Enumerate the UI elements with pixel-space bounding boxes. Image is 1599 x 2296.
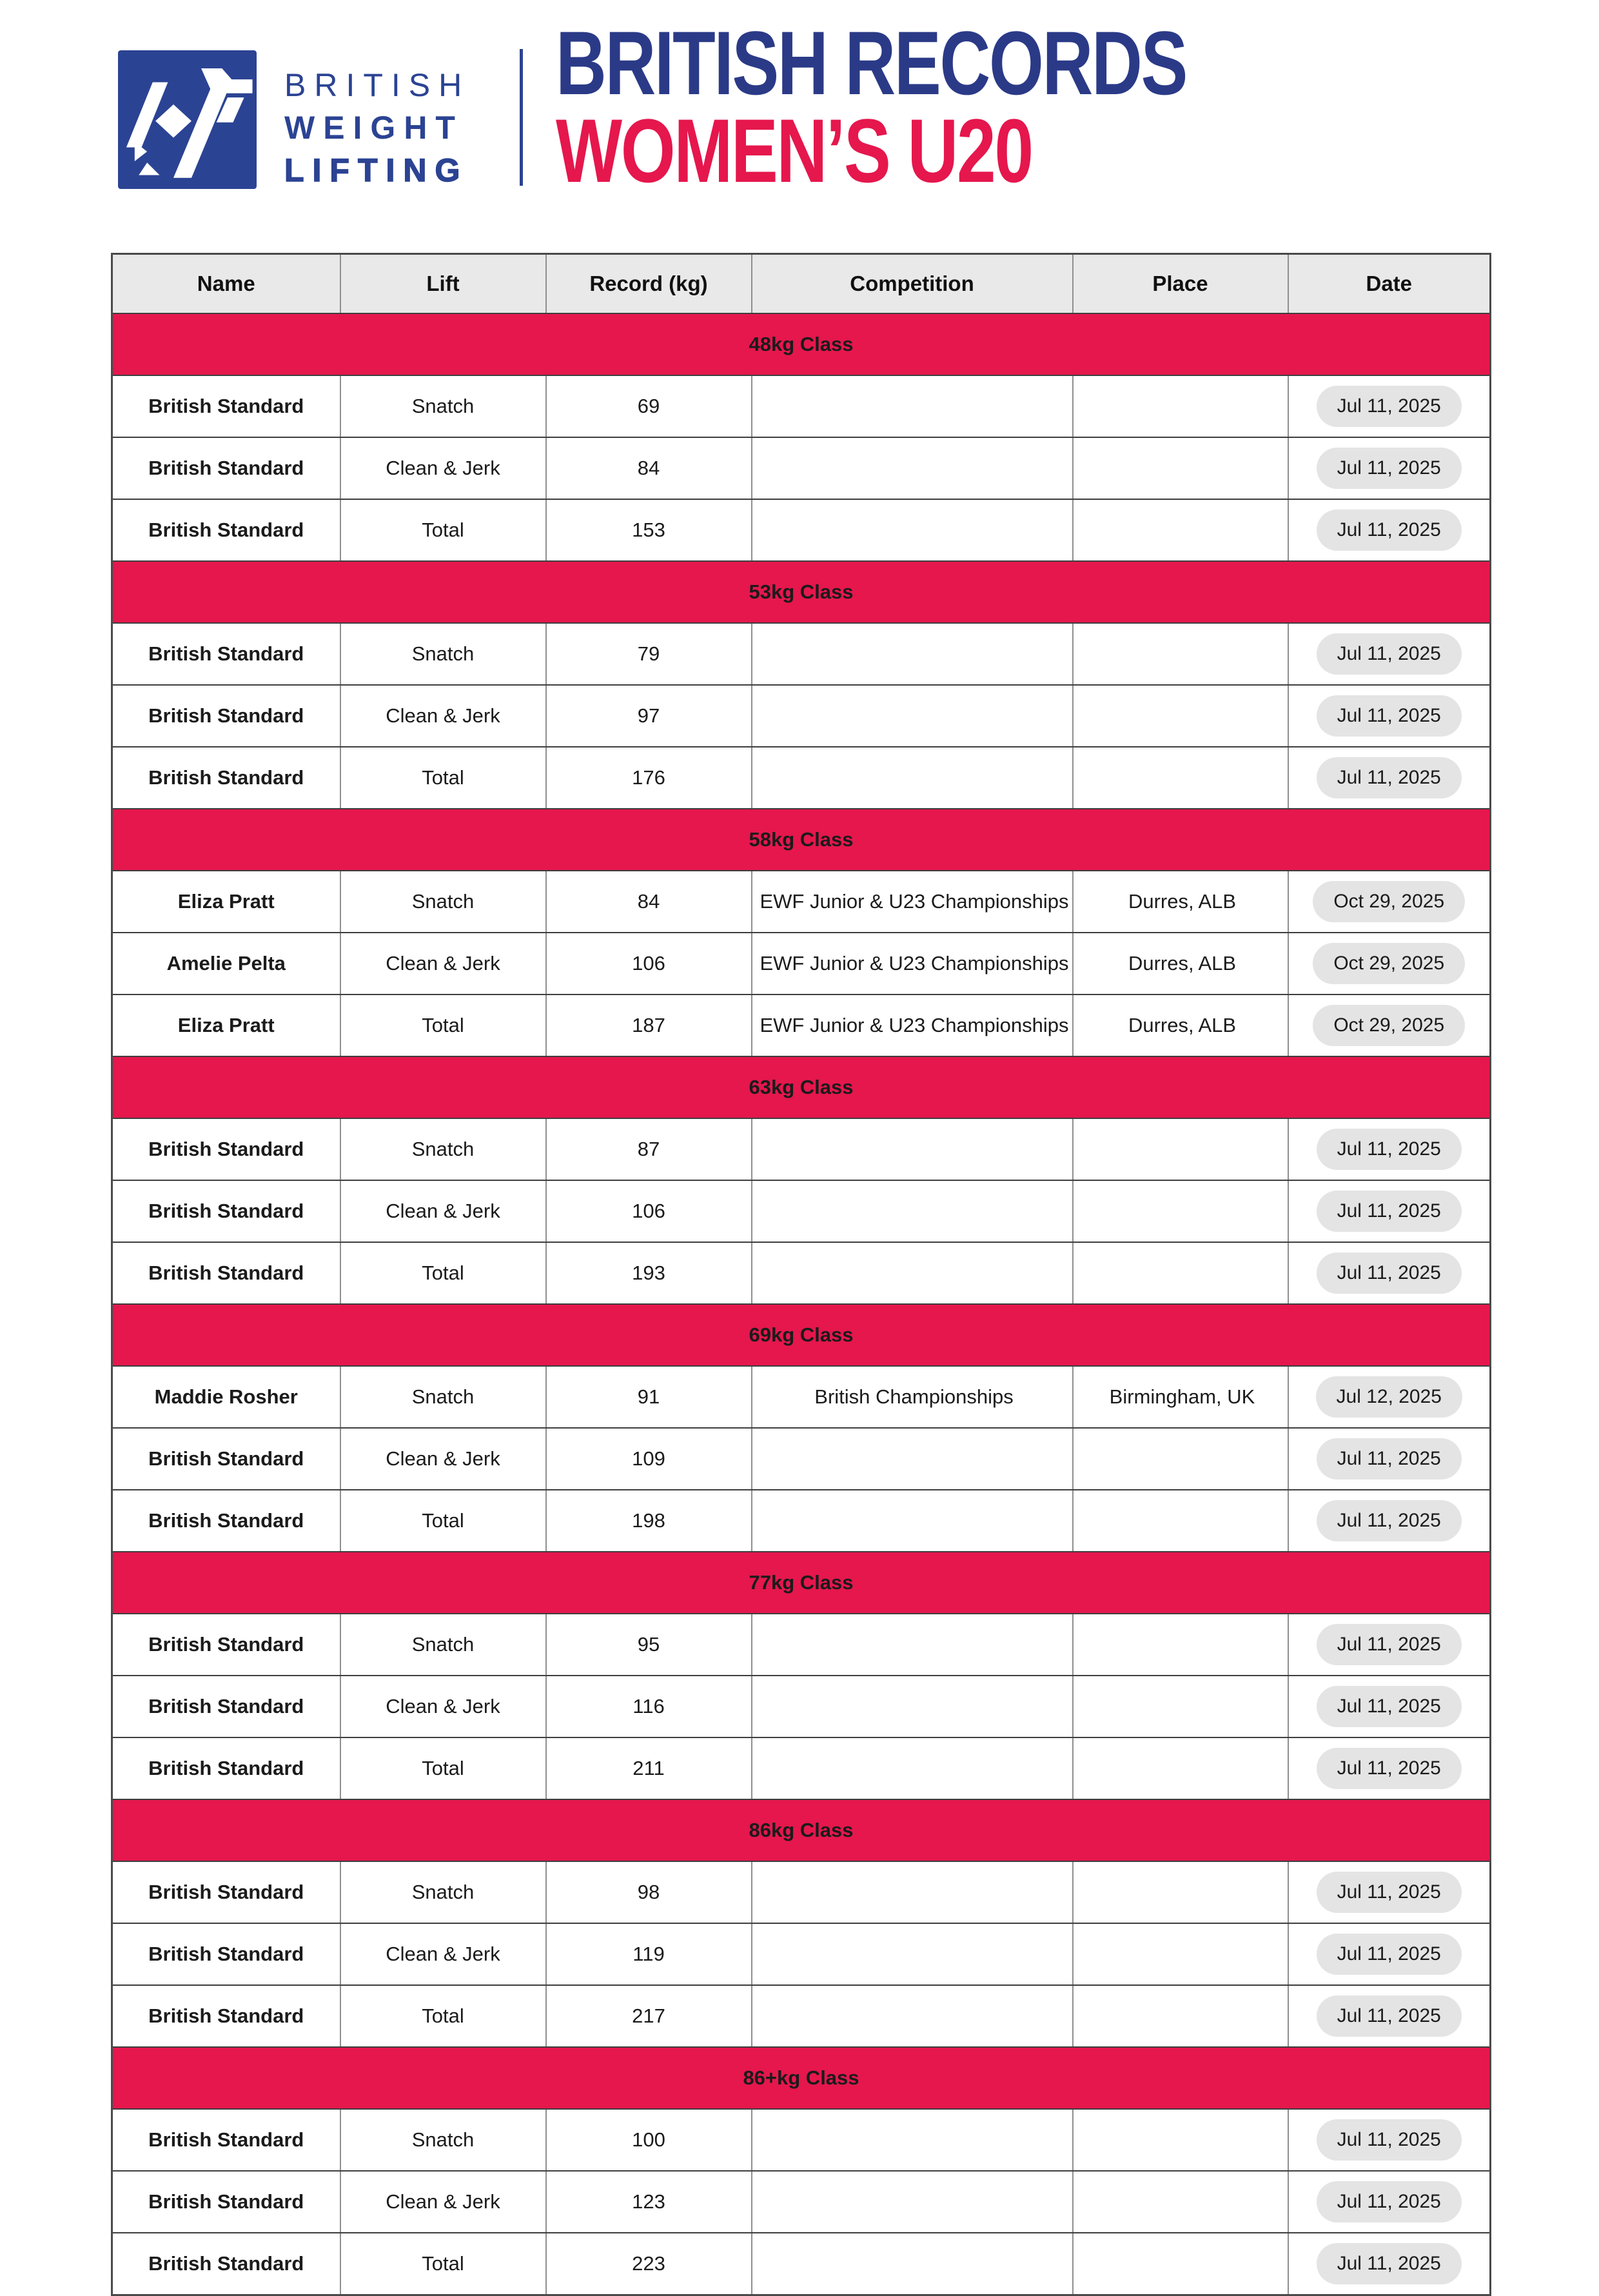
- table-row: [112, 1428, 1491, 1490]
- cell-record: 119: [546, 1923, 752, 1985]
- cell-place: [1073, 437, 1288, 499]
- cell-date: [1288, 1180, 1491, 1242]
- cell-place: [1073, 2109, 1288, 2171]
- cell-place: [1073, 2233, 1288, 2295]
- bwl-wordmark: [284, 64, 470, 192]
- wordmark-line-lifting: LIFTING: [284, 152, 469, 188]
- cell-date: [1288, 933, 1491, 995]
- cell-record: 79: [546, 623, 752, 685]
- cell-place: [1073, 1118, 1288, 1180]
- cell-competition: [752, 1614, 1073, 1676]
- cell-place: [1073, 623, 1288, 685]
- class-banner-row: [112, 313, 1491, 375]
- cell-lift: Total: [340, 995, 546, 1056]
- class-banner-row: [112, 809, 1491, 871]
- cell-name: British Standard: [112, 1676, 340, 1737]
- date-pill: Oct 29, 2025: [1313, 881, 1465, 922]
- cell-record: 109: [546, 1428, 752, 1490]
- cell-record: 187: [546, 995, 752, 1056]
- date-pill: Jul 11, 2025: [1317, 386, 1462, 427]
- cell-place: [1073, 1428, 1288, 1490]
- class-banner: 58kg Class: [112, 809, 1491, 871]
- date-pill: Oct 29, 2025: [1313, 943, 1465, 984]
- table-row: [112, 375, 1491, 437]
- cell-place: [1073, 2171, 1288, 2233]
- date-pill: Jul 11, 2025: [1317, 1191, 1462, 1232]
- column-header-record: Record (kg): [546, 254, 752, 314]
- date-pill: Jul 11, 2025: [1317, 1438, 1462, 1480]
- cell-place: Durres, ALB: [1073, 871, 1288, 933]
- cell-lift: Snatch: [340, 623, 546, 685]
- cell-competition: [752, 685, 1073, 747]
- cell-place: Durres, ALB: [1073, 933, 1288, 995]
- cell-name: British Standard: [112, 1180, 340, 1242]
- cell-date: [1288, 1490, 1491, 1552]
- cell-lift: Total: [340, 1242, 546, 1304]
- cell-place: [1073, 1923, 1288, 1985]
- cell-competition: [752, 2233, 1073, 2295]
- cell-lift: Clean & Jerk: [340, 1923, 546, 1985]
- date-pill: Jul 11, 2025: [1317, 510, 1462, 551]
- bwl-logo-icon: [118, 50, 257, 189]
- cell-lift: Clean & Jerk: [340, 2171, 546, 2233]
- page-title-line2: WOMEN’S U20: [556, 100, 1032, 201]
- cell-name: British Standard: [112, 1923, 340, 1985]
- table-row: [112, 1366, 1491, 1428]
- table-row: [112, 1923, 1491, 1985]
- date-pill: Jul 11, 2025: [1317, 1748, 1462, 1789]
- cell-lift: Snatch: [340, 375, 546, 437]
- class-banner: 86+kg Class: [112, 2047, 1491, 2109]
- cell-place: [1073, 747, 1288, 809]
- cell-date: [1288, 375, 1491, 437]
- cell-competition: EWF Junior & U23 Championships: [752, 871, 1073, 933]
- cell-name: British Standard: [112, 1737, 340, 1799]
- bwl-logo: [118, 50, 257, 189]
- date-pill: Jul 11, 2025: [1317, 1686, 1462, 1727]
- cell-date: [1288, 499, 1491, 561]
- cell-competition: [752, 1490, 1073, 1552]
- cell-competition: [752, 2109, 1073, 2171]
- table-row: [112, 1861, 1491, 1923]
- date-pill: Jul 11, 2025: [1317, 1500, 1462, 1541]
- date-pill: Jul 11, 2025: [1317, 1624, 1462, 1665]
- class-banner: 69kg Class: [112, 1304, 1491, 1366]
- table-row: [112, 871, 1491, 933]
- cell-name: British Standard: [112, 437, 340, 499]
- date-pill: Jul 12, 2025: [1316, 1376, 1462, 1418]
- cell-place: Durres, ALB: [1073, 995, 1288, 1056]
- cell-place: [1073, 1676, 1288, 1737]
- cell-lift: Clean & Jerk: [340, 1180, 546, 1242]
- cell-competition: [752, 1985, 1073, 2047]
- class-banner: 48kg Class: [112, 313, 1491, 375]
- date-pill: Jul 11, 2025: [1317, 1129, 1462, 1170]
- cell-date: [1288, 1242, 1491, 1304]
- cell-competition: [752, 1861, 1073, 1923]
- cell-name: British Standard: [112, 2233, 340, 2295]
- table-row: [112, 685, 1491, 747]
- cell-date: [1288, 1118, 1491, 1180]
- date-pill: Jul 11, 2025: [1317, 1872, 1462, 1913]
- cell-name: Maddie Rosher: [112, 1366, 340, 1428]
- table-row: [112, 747, 1491, 809]
- table-row: [112, 1737, 1491, 1799]
- class-banner: 63kg Class: [112, 1056, 1491, 1118]
- cell-lift: Clean & Jerk: [340, 933, 546, 995]
- class-banner-row: [112, 1304, 1491, 1366]
- cell-date: [1288, 1861, 1491, 1923]
- cell-lift: Total: [340, 1490, 546, 1552]
- cell-record: 97: [546, 685, 752, 747]
- cell-competition: [752, 623, 1073, 685]
- cell-record: 106: [546, 1180, 752, 1242]
- cell-lift: Total: [340, 499, 546, 561]
- cell-date: [1288, 1614, 1491, 1676]
- cell-competition: [752, 1180, 1073, 1242]
- table-row: [112, 1118, 1491, 1180]
- cell-competition: [752, 437, 1073, 499]
- date-pill: Jul 11, 2025: [1317, 448, 1462, 489]
- cell-competition: [752, 499, 1073, 561]
- cell-name: British Standard: [112, 623, 340, 685]
- page-title-line1: BRITISH RECORDS: [556, 12, 1187, 114]
- column-header-lift: Lift: [340, 254, 546, 314]
- cell-date: [1288, 1428, 1491, 1490]
- class-banner-row: [112, 561, 1491, 623]
- cell-competition: EWF Junior & U23 Championships: [752, 933, 1073, 995]
- cell-competition: [752, 1923, 1073, 1985]
- class-banner-row: [112, 1552, 1491, 1614]
- table-row: [112, 499, 1491, 561]
- page-title: [556, 12, 1187, 201]
- column-header-place: Place: [1073, 254, 1288, 314]
- cell-name: British Standard: [112, 2171, 340, 2233]
- wordmark-line-weight: WEIGHT: [284, 110, 464, 146]
- cell-competition: [752, 2171, 1073, 2233]
- column-header-name: Name: [112, 254, 340, 314]
- column-header-date: Date: [1288, 254, 1491, 314]
- cell-name: British Standard: [112, 747, 340, 809]
- cell-lift: Clean & Jerk: [340, 1428, 546, 1490]
- cell-record: 84: [546, 437, 752, 499]
- cell-date: [1288, 995, 1491, 1056]
- cell-place: [1073, 1614, 1288, 1676]
- cell-place: [1073, 1180, 1288, 1242]
- table-row: [112, 2171, 1491, 2233]
- cell-lift: Total: [340, 1985, 546, 2047]
- cell-lift: Snatch: [340, 1366, 546, 1428]
- table-row: [112, 1676, 1491, 1737]
- cell-lift: Snatch: [340, 1118, 546, 1180]
- cell-lift: Total: [340, 747, 546, 809]
- cell-record: 95: [546, 1614, 752, 1676]
- records-table: [111, 253, 1491, 2296]
- date-pill: Jul 11, 2025: [1317, 1995, 1462, 2037]
- cell-date: [1288, 1923, 1491, 1985]
- cell-lift: Total: [340, 2233, 546, 2295]
- cell-date: [1288, 1985, 1491, 2047]
- cell-name: British Standard: [112, 375, 340, 437]
- cell-record: 106: [546, 933, 752, 995]
- cell-competition: [752, 747, 1073, 809]
- table-row: [112, 1490, 1491, 1552]
- cell-place: [1073, 1737, 1288, 1799]
- table-row: [112, 1180, 1491, 1242]
- cell-lift: Clean & Jerk: [340, 1676, 546, 1737]
- cell-lift: Snatch: [340, 1614, 546, 1676]
- class-banner-row: [112, 1799, 1491, 1861]
- date-pill: Jul 11, 2025: [1317, 633, 1462, 675]
- header-divider: [520, 49, 523, 186]
- cell-lift: Clean & Jerk: [340, 685, 546, 747]
- cell-date: [1288, 871, 1491, 933]
- date-pill: Jul 11, 2025: [1317, 695, 1462, 737]
- cell-date: [1288, 2109, 1491, 2171]
- cell-date: [1288, 623, 1491, 685]
- cell-date: [1288, 1676, 1491, 1737]
- cell-record: 116: [546, 1676, 752, 1737]
- table-row: [112, 933, 1491, 995]
- date-pill: Jul 11, 2025: [1317, 1934, 1462, 1975]
- cell-name: British Standard: [112, 499, 340, 561]
- cell-name: Eliza Pratt: [112, 995, 340, 1056]
- table-row: [112, 995, 1491, 1056]
- cell-name: British Standard: [112, 1861, 340, 1923]
- cell-name: British Standard: [112, 1490, 340, 1552]
- class-banner: 53kg Class: [112, 561, 1491, 623]
- cell-competition: [752, 1428, 1073, 1490]
- cell-name: British Standard: [112, 1985, 340, 2047]
- class-banner: 77kg Class: [112, 1552, 1491, 1614]
- cell-lift: Snatch: [340, 871, 546, 933]
- cell-name: British Standard: [112, 1428, 340, 1490]
- cell-place: [1073, 1861, 1288, 1923]
- date-pill: Oct 29, 2025: [1313, 1005, 1465, 1046]
- cell-place: [1073, 1985, 1288, 2047]
- table-row: [112, 1242, 1491, 1304]
- cell-place: [1073, 375, 1288, 437]
- cell-place: [1073, 685, 1288, 747]
- cell-competition: [752, 1118, 1073, 1180]
- cell-record: 193: [546, 1242, 752, 1304]
- cell-record: 87: [546, 1118, 752, 1180]
- class-banner-row: [112, 1056, 1491, 1118]
- date-pill: Jul 11, 2025: [1317, 2119, 1462, 2161]
- cell-date: [1288, 747, 1491, 809]
- cell-competition: [752, 375, 1073, 437]
- cell-record: 69: [546, 375, 752, 437]
- cell-place: [1073, 1242, 1288, 1304]
- cell-name: British Standard: [112, 1614, 340, 1676]
- cell-competition: British Championships: [752, 1366, 1073, 1428]
- date-pill: Jul 11, 2025: [1317, 1252, 1462, 1294]
- records-table-container: [111, 253, 1491, 2296]
- cell-place: [1073, 1490, 1288, 1552]
- cell-name: Amelie Pelta: [112, 933, 340, 995]
- date-pill: Jul 11, 2025: [1317, 2181, 1462, 2222]
- cell-name: British Standard: [112, 1242, 340, 1304]
- cell-record: 100: [546, 2109, 752, 2171]
- table-row: [112, 1985, 1491, 2047]
- cell-date: [1288, 1737, 1491, 1799]
- cell-record: 176: [546, 747, 752, 809]
- table-row: [112, 437, 1491, 499]
- cell-name: British Standard: [112, 685, 340, 747]
- cell-lift: Snatch: [340, 2109, 546, 2171]
- cell-competition: [752, 1676, 1073, 1737]
- table-row: [112, 2233, 1491, 2295]
- cell-record: 211: [546, 1737, 752, 1799]
- cell-lift: Total: [340, 1737, 546, 1799]
- table-row: [112, 2109, 1491, 2171]
- class-banner: 86kg Class: [112, 1799, 1491, 1861]
- date-pill: Jul 11, 2025: [1317, 757, 1462, 798]
- cell-competition: EWF Junior & U23 Championships: [752, 995, 1073, 1056]
- cell-record: 123: [546, 2171, 752, 2233]
- cell-record: 153: [546, 499, 752, 561]
- cell-record: 84: [546, 871, 752, 933]
- cell-place: [1073, 499, 1288, 561]
- wordmark-line-british: BRITISH: [284, 67, 471, 103]
- cell-name: Eliza Pratt: [112, 871, 340, 933]
- cell-name: British Standard: [112, 1118, 340, 1180]
- cell-place: Birmingham, UK: [1073, 1366, 1288, 1428]
- cell-name: British Standard: [112, 2109, 340, 2171]
- cell-lift: Clean & Jerk: [340, 437, 546, 499]
- records-table-body: [112, 313, 1491, 2295]
- cell-date: [1288, 1366, 1491, 1428]
- cell-record: 223: [546, 2233, 752, 2295]
- cell-record: 98: [546, 1861, 752, 1923]
- cell-lift: Snatch: [340, 1861, 546, 1923]
- date-pill: Jul 11, 2025: [1317, 2243, 1462, 2284]
- cell-record: 91: [546, 1366, 752, 1428]
- cell-date: [1288, 685, 1491, 747]
- cell-date: [1288, 2171, 1491, 2233]
- column-header-competition: Competition: [752, 254, 1073, 314]
- cell-competition: [752, 1242, 1073, 1304]
- cell-date: [1288, 437, 1491, 499]
- table-row: [112, 623, 1491, 685]
- cell-competition: [752, 1737, 1073, 1799]
- class-banner-row: [112, 2047, 1491, 2109]
- table-row: [112, 1614, 1491, 1676]
- table-header-row: [112, 254, 1491, 314]
- cell-record: 198: [546, 1490, 752, 1552]
- cell-date: [1288, 2233, 1491, 2295]
- cell-record: 217: [546, 1985, 752, 2047]
